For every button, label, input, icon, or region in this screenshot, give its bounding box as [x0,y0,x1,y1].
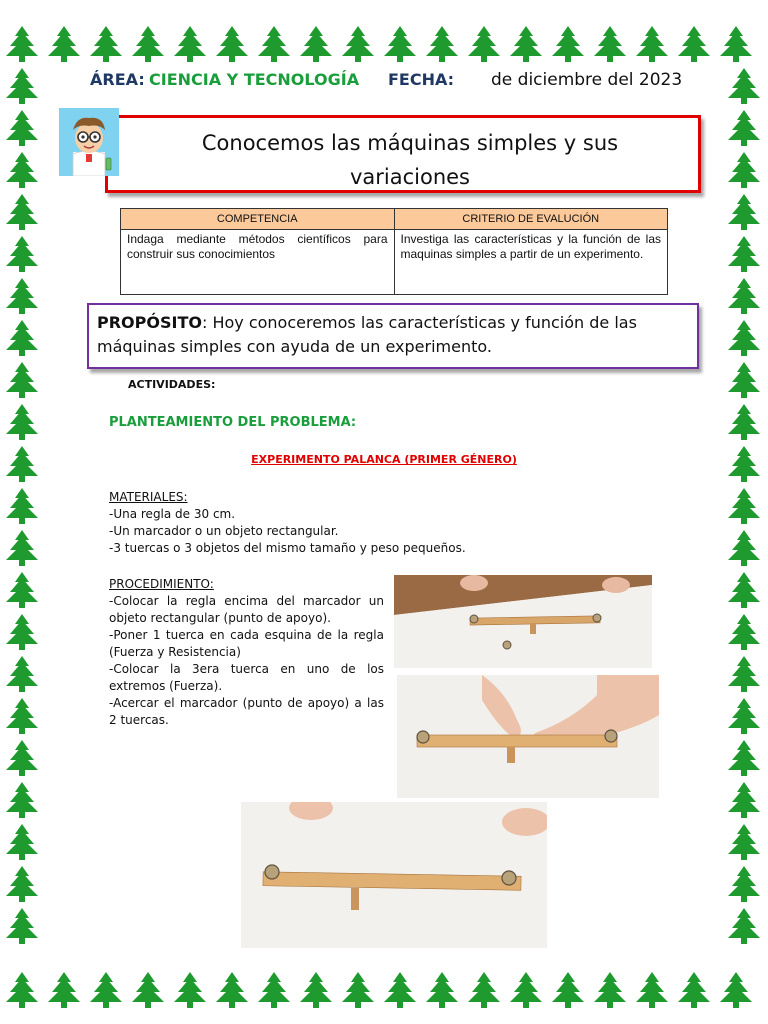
tree-icon [728,824,760,860]
experiment-title: EXPERIMENTO PALANCA (PRIMER GÉNERO) [251,453,517,466]
tree-icon [6,972,38,1008]
tree-icon [6,110,38,146]
tree-icon [678,26,710,62]
tree-icon [6,614,38,650]
tree-icon [384,972,416,1008]
tree-icon [720,26,752,62]
tree-icon [728,740,760,776]
tree-icon [342,972,374,1008]
tree-icon [728,908,760,944]
tree-icon [300,26,332,62]
tree-icon [6,740,38,776]
tree-icon [728,362,760,398]
fecha-label: FECHA: [388,70,455,89]
proposito-body: Hoy conoceremos las características y función de las máquinas simples con ayuda de un experimento. [97,313,637,356]
tree-icon [426,26,458,62]
tree-icon [510,972,542,1008]
tree-icon [90,972,122,1008]
tree-icon [594,972,626,1008]
tree-icon [510,26,542,62]
tree-icon [6,152,38,188]
tree-icon [6,824,38,860]
tree-icon [132,26,164,62]
tree-icon [6,320,38,356]
tree-icon [594,26,626,62]
tree-icon [678,972,710,1008]
tree-icon [6,488,38,524]
tree-icon [728,110,760,146]
experiment-photo-3 [241,802,547,948]
tree-icon [728,698,760,734]
list-item: -Poner 1 tuerca en cada esquina de la regla (Fuerza y Resistencia) [109,628,384,659]
page-title [150,126,670,194]
tree-icon [636,972,668,1008]
tree-icon [6,194,38,230]
tree-icon [728,236,760,272]
tree-icon [728,488,760,524]
tree-icon [384,26,416,62]
tree-icon [6,446,38,482]
materiales-section [109,489,509,557]
proposito-text [97,311,687,359]
list-item: -Colocar la 3era tuerca en uno de los extremos (Fuerza). [109,662,384,693]
tree-icon [300,972,332,1008]
list-item: -Acercar el marcador (punto de apoyo) a las 2 tuercas. [109,696,384,727]
tree-icon [728,782,760,818]
table-header-cell: COMPETENCIA [121,209,395,230]
tree-icon [6,404,38,440]
tree-icon [728,656,760,692]
tree-icon [216,972,248,1008]
tree-icon [216,26,248,62]
tree-icon [728,446,760,482]
tree-icon [174,972,206,1008]
tree-icon [552,26,584,62]
tree-icon [720,972,752,1008]
tree-icon [6,698,38,734]
tree-icon [728,530,760,566]
tree-icon [6,572,38,608]
tree-icon [6,26,38,62]
procedimiento-heading: PROCEDIMIENTO: [109,577,214,591]
tree-icon [636,26,668,62]
tree-icon [728,404,760,440]
table-header-cell: CRITERIO DE EVALUCIÓN [394,209,668,230]
proposito-label: PROPÓSITO [97,313,202,332]
list-item: -Colocar la regla encima del marcador un objeto rectangular (punto de apoyo). [109,594,384,625]
tree-icon [174,26,206,62]
list-item: -Una regla de 30 cm. [109,507,236,521]
tree-icon [6,866,38,902]
tree-icon [468,26,500,62]
table-header-row [121,209,668,230]
tree-icon [132,972,164,1008]
tree-icon [90,26,122,62]
table-cell: Investiga las características y la función de las maquinas simples a partir de un experimento. [394,230,668,295]
tree-icon [728,278,760,314]
tree-icon [6,656,38,692]
tree-icon [258,26,290,62]
tree-icon [552,972,584,1008]
experiment-photo-2 [397,675,659,798]
tree-icon [468,972,500,1008]
tree-icon [728,572,760,608]
tree-icon [728,68,760,104]
tree-icon [728,866,760,902]
procedimiento-section [109,576,384,729]
competency-table [120,208,668,295]
tree-icon [6,236,38,272]
tree-icon [48,26,80,62]
tree-icon [6,530,38,566]
tree-icon [6,68,38,104]
experiment-photo-1 [394,575,652,668]
area-value: CIENCIA Y TECNOLOGÍA [149,70,360,89]
tree-icon [48,972,80,1008]
list-item: -3 tuercas o 3 objetos del mismo tamaño y peso pequeños. [109,541,466,555]
tree-icon [258,972,290,1008]
planteamiento-heading: PLANTEAMIENTO DEL PROBLEMA: [109,415,357,430]
title-line-2: variaciones [349,165,471,189]
fecha-value: de diciembre del 2023 [491,70,683,90]
tree-icon [728,194,760,230]
tree-icon [6,362,38,398]
scientist-avatar-icon [59,108,119,176]
tree-icon [6,782,38,818]
table-cell: Indaga mediante métodos científicos para construir sus conocimientos [121,230,395,295]
tree-icon [728,152,760,188]
tree-icon [342,26,374,62]
tree-icon [6,278,38,314]
tree-icon [728,320,760,356]
materiales-heading: MATERIALES: [109,490,188,504]
tree-icon [728,614,760,650]
table-row [121,230,668,295]
list-item: -Un marcador o un objeto rectangular. [109,524,339,538]
actividades-heading: ACTIVIDADES: [128,378,216,391]
tree-icon [426,972,458,1008]
tree-icon [6,908,38,944]
proposito-colon: : [201,313,208,332]
area-label: ÁREA: [90,70,145,89]
title-line-1: Conocemos las máquinas simples y sus [201,131,619,155]
